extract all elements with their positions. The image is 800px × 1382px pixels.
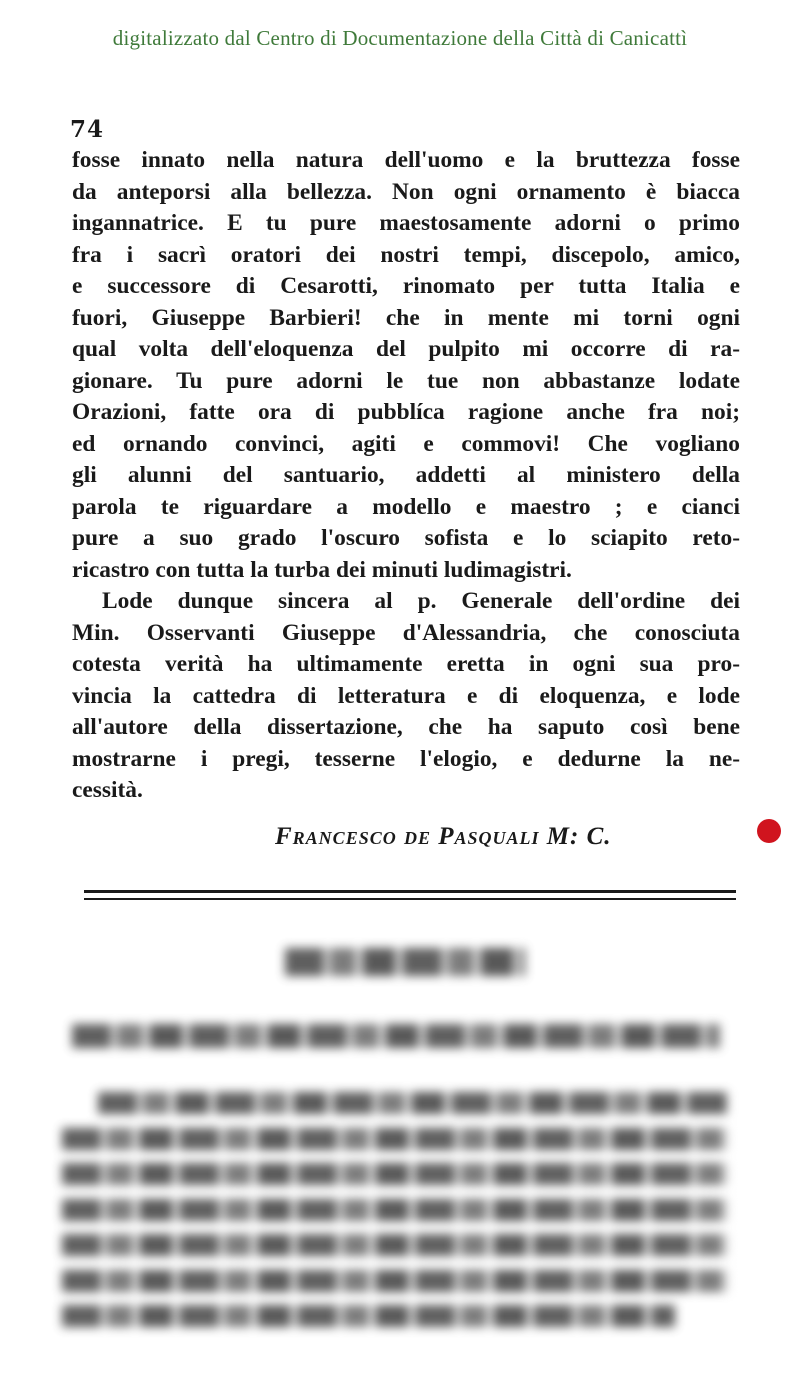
text-line: Orazioni, fatte ora di pubblíca ragione anche fra noi;: [72, 399, 740, 425]
text-line: cessità.: [72, 777, 143, 803]
text-line: fra i sacrì oratori dei nostri tempi, discepolo, amico,: [72, 241, 740, 268]
red-marker-dot: [757, 819, 781, 843]
redacted-line: [62, 1270, 728, 1292]
text-line: fuori, Giuseppe Barbieri! che in mente mi torni ogni: [72, 304, 740, 331]
text-line: cotesta verità ha ultimamente eretta in ogni sua pro-: [72, 651, 740, 677]
text-line: vincia la cattedra di letteratura e di eloquenza, e lode: [72, 682, 740, 709]
redacted-paragraph: [62, 1092, 728, 1341]
text-line: e successore di Cesarotti, rinomato per tutta Italia e: [72, 273, 740, 299]
redacted-line: [62, 1305, 675, 1327]
author-signature: Francesco de Pasquali M: C.: [275, 823, 612, 850]
text-line: all'autore della dissertazione, che ha saputo così bene: [72, 714, 740, 740]
text-line: Lode dunque sincera al p. Generale dell'ordine dei: [102, 588, 740, 614]
redacted-heading: [285, 948, 525, 976]
redacted-line: [62, 1234, 728, 1256]
redacted-line: [98, 1092, 728, 1114]
digitization-watermark: digitalizzato dal Centro di Documentazione della Città di Canicattì: [112, 26, 688, 50]
section-divider: [84, 890, 736, 893]
text-line: ricastro con tutta la turba dei minuti ludimagistri.: [72, 556, 572, 583]
page-number: 74: [70, 116, 105, 143]
text-line: mostrarne i pregi, tesserne l'elogio, e dedurne la ne-: [72, 745, 740, 772]
text-line: ed ornando convinci, agiti e commovi! Che vogliano: [72, 430, 740, 457]
text-line: gionare. Tu pure adorni le tue non abbastanze lodate: [72, 367, 740, 394]
redacted-line: [62, 1163, 728, 1185]
redacted-line: [62, 1128, 728, 1150]
section-divider-thin: [84, 898, 736, 900]
redacted-subheading: [72, 1024, 720, 1048]
text-line: parola te riguardare a modello e maestro ; e cianci: [72, 493, 740, 520]
redacted-line: [62, 1199, 728, 1221]
text-line: qual volta dell'eloquenza del pulpito mi occorre di ra-: [72, 336, 740, 362]
text-line: ingannatrice. E tu pure maestosamente adorni o primo: [72, 210, 740, 236]
text-line: Min. Osservanti Giuseppe d'Alessandria, che conosciuta: [72, 619, 740, 646]
text-line: da anteporsi alla bellezza. Non ogni ornamento è biacca: [72, 178, 740, 205]
body-text: [72, 145, 740, 807]
text-line: gli alunni del santuario, addetti al ministero della: [72, 462, 740, 488]
text-line: pure a suo grado l'oscuro sofista e lo sciapito reto-: [72, 525, 740, 551]
text-line: fosse innato nella natura dell'uomo e la bruttezza fosse: [72, 147, 740, 173]
